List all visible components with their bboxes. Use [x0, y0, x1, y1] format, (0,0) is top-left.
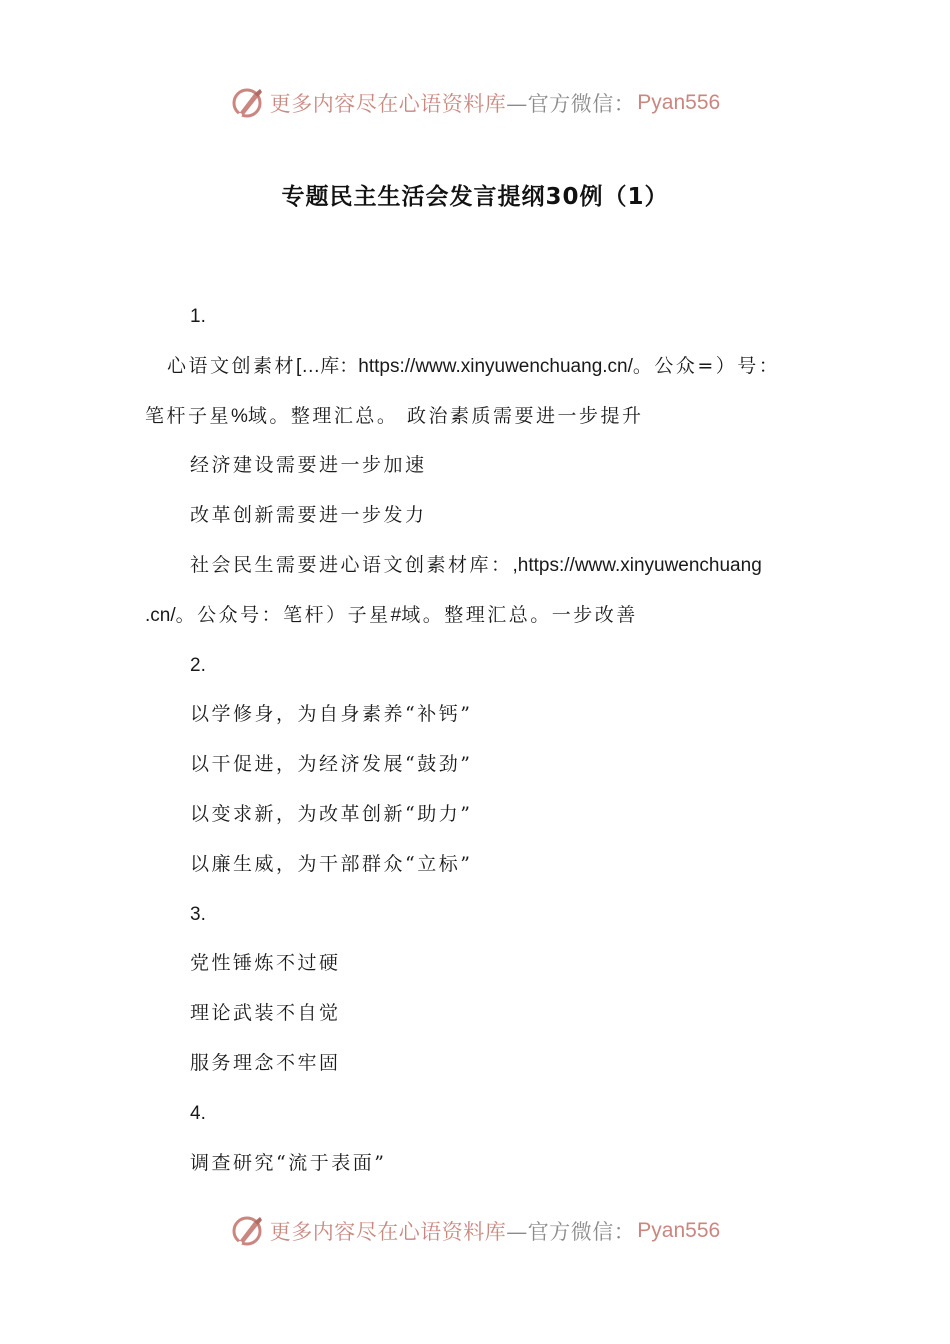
banner-text: 更多内容尽在心语资料库: [269, 92, 507, 116]
paragraph-line: 理论武装不自觉: [190, 1002, 341, 1025]
paragraph-line: 党性锤炼不过硬: [190, 952, 341, 975]
header-banner: [0, 78, 950, 128]
paragraph-line: 笔杆子星%域。整理汇总。 政治素质需要进一步提升: [145, 404, 644, 427]
paragraph-line: 经济建设需要进一步加速: [190, 454, 427, 477]
paragraph-line: 服务理念不牢固: [190, 1051, 341, 1074]
banner-wechat-label: —官方微信：: [506, 1220, 636, 1244]
paragraph-line: 心语文创素材[…库：https://www.xinyuwenchuang.cn/。公众=）号：: [167, 354, 781, 377]
section-number: 1.: [190, 306, 206, 327]
paragraph-line: 改革创新需要进一步发力: [190, 504, 427, 527]
pen-circle-logo-icon: [230, 85, 266, 121]
document-title: 专题民主生活会发言提纲30例（1）: [281, 184, 669, 210]
paragraph-line: .cn/。公众号：笔杆）子星#域。整理汇总。一步改善: [145, 603, 638, 626]
footer-banner: [0, 1206, 950, 1256]
paragraph-line: 调查研究“流于表面”: [190, 1151, 387, 1174]
banner-wechat-id: Pyan556: [637, 91, 721, 114]
paragraph-line: 以廉生威，为干部群众“立标”: [190, 852, 473, 875]
pen-circle-logo-icon: [230, 1213, 266, 1249]
section-number: 4.: [190, 1102, 206, 1124]
paragraph-line: 以变求新，为改革创新“助力”: [190, 802, 473, 825]
document-body: [145, 292, 825, 1188]
paragraph-line: 以干促进，为经济发展“鼓劲”: [190, 753, 473, 776]
paragraph-line: 社会民生需要进心语文创素材库：,https://www.xinyuwenchuang: [190, 553, 762, 576]
banner-wechat-label: —官方微信：: [506, 92, 636, 116]
banner-text: 更多内容尽在心语资料库: [269, 1220, 507, 1244]
section-number: 2.: [190, 654, 206, 676]
paragraph-line: 以学修身，为自身素养“补钙”: [190, 703, 473, 726]
section-number: 3.: [190, 903, 206, 925]
banner-wechat-id: Pyan556: [637, 1219, 721, 1242]
